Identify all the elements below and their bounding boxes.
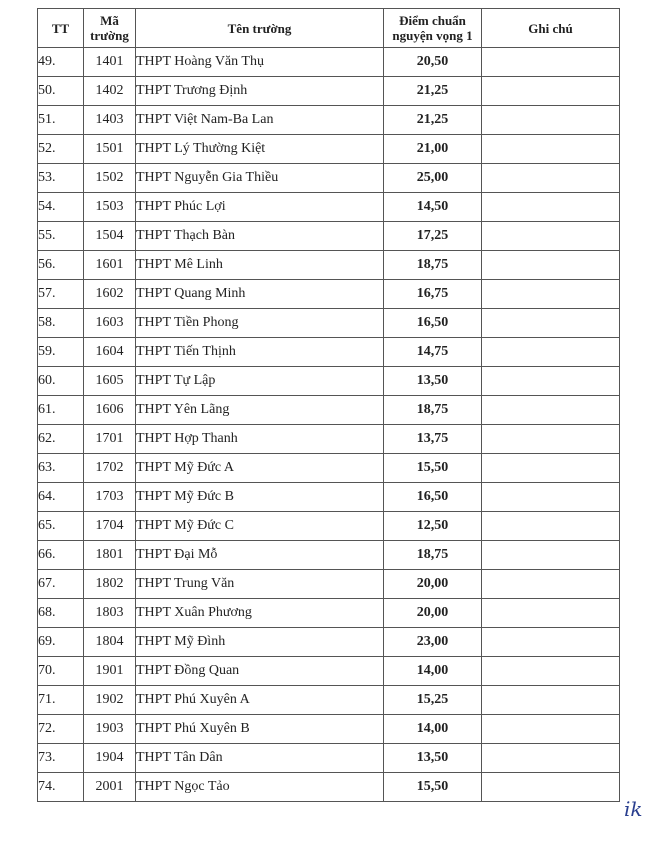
row-diem-chuan: 15,25	[384, 686, 482, 715]
row-ten-truong: THPT Quang Minh	[136, 280, 384, 309]
row-tt: 64.	[38, 483, 84, 512]
row-ten-truong: THPT Mỹ Đức C	[136, 512, 384, 541]
row-ten-truong: THPT Mỹ Đức B	[136, 483, 384, 512]
row-tt: 61.	[38, 396, 84, 425]
row-ghi-chu	[482, 309, 620, 338]
row-ghi-chu	[482, 715, 620, 744]
row-ma-truong: 1701	[84, 425, 136, 454]
row-diem-chuan: 14,50	[384, 193, 482, 222]
table-row	[38, 628, 620, 657]
row-ghi-chu	[482, 106, 620, 135]
table-row	[38, 483, 620, 512]
header-ghi-chu: Ghi chú	[482, 9, 620, 48]
row-ma-truong: 1605	[84, 367, 136, 396]
row-ten-truong: THPT Xuân Phương	[136, 599, 384, 628]
row-ma-truong: 1503	[84, 193, 136, 222]
row-tt: 72.	[38, 715, 84, 744]
row-ten-truong: THPT Mỹ Đình	[136, 628, 384, 657]
row-ma-truong: 1901	[84, 657, 136, 686]
row-ma-truong: 1606	[84, 396, 136, 425]
row-ma-truong: 1702	[84, 454, 136, 483]
row-ghi-chu	[482, 628, 620, 657]
row-diem-chuan: 20,00	[384, 570, 482, 599]
row-tt: 56.	[38, 251, 84, 280]
row-diem-chuan: 16,50	[384, 483, 482, 512]
header-ten-truong: Tên trường	[136, 9, 384, 48]
header-tt: TT	[38, 9, 84, 48]
row-tt: 51.	[38, 106, 84, 135]
row-ghi-chu	[482, 135, 620, 164]
row-tt: 68.	[38, 599, 84, 628]
table-row	[38, 367, 620, 396]
row-tt: 58.	[38, 309, 84, 338]
row-ten-truong: THPT Lý Thường Kiệt	[136, 135, 384, 164]
row-diem-chuan: 13,75	[384, 425, 482, 454]
table-row	[38, 657, 620, 686]
row-tt: 65.	[38, 512, 84, 541]
row-ghi-chu	[482, 599, 620, 628]
row-diem-chuan: 17,25	[384, 222, 482, 251]
row-tt: 66.	[38, 541, 84, 570]
row-tt: 69.	[38, 628, 84, 657]
table-row	[38, 280, 620, 309]
row-ghi-chu	[482, 77, 620, 106]
header-ma-truong	[84, 9, 136, 48]
row-tt: 54.	[38, 193, 84, 222]
row-ma-truong: 1602	[84, 280, 136, 309]
row-ten-truong: THPT Thạch Bàn	[136, 222, 384, 251]
row-ghi-chu	[482, 512, 620, 541]
row-ma-truong: 1403	[84, 106, 136, 135]
table-row	[38, 773, 620, 802]
table-row	[38, 338, 620, 367]
row-diem-chuan: 14,75	[384, 338, 482, 367]
row-ma-truong: 1703	[84, 483, 136, 512]
row-ma-truong: 1402	[84, 77, 136, 106]
row-ten-truong: THPT Đồng Quan	[136, 657, 384, 686]
row-tt: 52.	[38, 135, 84, 164]
score-table	[37, 8, 620, 802]
row-diem-chuan: 13,50	[384, 367, 482, 396]
row-tt: 73.	[38, 744, 84, 773]
row-tt: 55.	[38, 222, 84, 251]
row-ghi-chu	[482, 686, 620, 715]
row-ma-truong: 1904	[84, 744, 136, 773]
header-diem-line2: nguyện vọng 1	[392, 28, 473, 43]
row-ghi-chu	[482, 193, 620, 222]
row-ghi-chu	[482, 338, 620, 367]
row-ten-truong: THPT Tiến Thịnh	[136, 338, 384, 367]
row-ghi-chu	[482, 483, 620, 512]
row-diem-chuan: 16,75	[384, 280, 482, 309]
row-diem-chuan: 13,50	[384, 744, 482, 773]
row-diem-chuan: 18,75	[384, 396, 482, 425]
row-diem-chuan: 16,50	[384, 309, 482, 338]
row-tt: 57.	[38, 280, 84, 309]
row-ghi-chu	[482, 222, 620, 251]
row-ten-truong: THPT Yên Lãng	[136, 396, 384, 425]
table-row	[38, 512, 620, 541]
table-row	[38, 396, 620, 425]
row-ma-truong: 1604	[84, 338, 136, 367]
row-ghi-chu	[482, 251, 620, 280]
table-row	[38, 222, 620, 251]
row-ghi-chu	[482, 367, 620, 396]
row-ghi-chu	[482, 454, 620, 483]
row-ghi-chu	[482, 541, 620, 570]
row-diem-chuan: 15,50	[384, 454, 482, 483]
row-tt: 71.	[38, 686, 84, 715]
row-diem-chuan: 20,00	[384, 599, 482, 628]
row-ghi-chu	[482, 773, 620, 802]
row-ten-truong: THPT Hoàng Văn Thụ	[136, 48, 384, 77]
row-ten-truong: THPT Tân Dân	[136, 744, 384, 773]
row-ten-truong: THPT Tiền Phong	[136, 309, 384, 338]
table-row	[38, 715, 620, 744]
header-ma-line2: trường	[90, 28, 129, 43]
row-tt: 67.	[38, 570, 84, 599]
header-ma-line1: Mã	[100, 13, 119, 28]
row-ma-truong: 1601	[84, 251, 136, 280]
row-ten-truong: THPT Việt Nam-Ba Lan	[136, 106, 384, 135]
row-ma-truong: 1504	[84, 222, 136, 251]
table-row	[38, 135, 620, 164]
row-tt: 63.	[38, 454, 84, 483]
row-ma-truong: 1801	[84, 541, 136, 570]
row-ten-truong: THPT Đại Mỗ	[136, 541, 384, 570]
header-diem-chuan	[384, 9, 482, 48]
row-tt: 74.	[38, 773, 84, 802]
row-ten-truong: THPT Tự Lập	[136, 367, 384, 396]
row-ma-truong: 1502	[84, 164, 136, 193]
row-ten-truong: THPT Mỹ Đức A	[136, 454, 384, 483]
row-tt: 50.	[38, 77, 84, 106]
row-ghi-chu	[482, 280, 620, 309]
row-tt: 70.	[38, 657, 84, 686]
row-ma-truong: 1803	[84, 599, 136, 628]
table-row	[38, 425, 620, 454]
table-row	[38, 106, 620, 135]
row-tt: 59.	[38, 338, 84, 367]
row-ten-truong: THPT Phú Xuyên A	[136, 686, 384, 715]
row-diem-chuan: 15,50	[384, 773, 482, 802]
table-row	[38, 686, 620, 715]
row-tt: 62.	[38, 425, 84, 454]
row-tt: 49.	[38, 48, 84, 77]
row-ten-truong: THPT Nguyễn Gia Thiều	[136, 164, 384, 193]
row-ma-truong: 1704	[84, 512, 136, 541]
table-row	[38, 570, 620, 599]
row-ghi-chu	[482, 744, 620, 773]
header-diem-line1: Điểm chuẩn	[399, 13, 466, 28]
table-row	[38, 744, 620, 773]
row-ten-truong: THPT Ngọc Tảo	[136, 773, 384, 802]
row-ten-truong: THPT Trung Văn	[136, 570, 384, 599]
row-diem-chuan: 14,00	[384, 715, 482, 744]
row-ma-truong: 1902	[84, 686, 136, 715]
row-ma-truong: 1802	[84, 570, 136, 599]
table-row	[38, 164, 620, 193]
row-ghi-chu	[482, 570, 620, 599]
row-ma-truong: 1903	[84, 715, 136, 744]
row-diem-chuan: 18,75	[384, 251, 482, 280]
header-row	[38, 9, 620, 48]
table-row	[38, 454, 620, 483]
table-row	[38, 77, 620, 106]
row-ma-truong: 1401	[84, 48, 136, 77]
row-ghi-chu	[482, 396, 620, 425]
table-row	[38, 541, 620, 570]
row-diem-chuan: 12,50	[384, 512, 482, 541]
row-ten-truong: THPT Trương Định	[136, 77, 384, 106]
row-diem-chuan: 20,50	[384, 48, 482, 77]
row-ma-truong: 1804	[84, 628, 136, 657]
row-ma-truong: 1501	[84, 135, 136, 164]
row-tt: 53.	[38, 164, 84, 193]
handwritten-page-mark: ik	[624, 797, 643, 821]
table-row	[38, 251, 620, 280]
table-row	[38, 193, 620, 222]
row-diem-chuan: 25,00	[384, 164, 482, 193]
row-ten-truong: THPT Hợp Thanh	[136, 425, 384, 454]
row-ghi-chu	[482, 48, 620, 77]
row-ten-truong: THPT Phúc Lợi	[136, 193, 384, 222]
row-diem-chuan: 23,00	[384, 628, 482, 657]
table-row	[38, 48, 620, 77]
row-diem-chuan: 14,00	[384, 657, 482, 686]
row-ghi-chu	[482, 657, 620, 686]
row-diem-chuan: 21,25	[384, 106, 482, 135]
row-ma-truong: 2001	[84, 773, 136, 802]
row-ten-truong: THPT Mê Linh	[136, 251, 384, 280]
table-row	[38, 309, 620, 338]
row-diem-chuan: 18,75	[384, 541, 482, 570]
row-diem-chuan: 21,25	[384, 77, 482, 106]
row-ten-truong: THPT Phú Xuyên B	[136, 715, 384, 744]
row-diem-chuan: 21,00	[384, 135, 482, 164]
row-ghi-chu	[482, 164, 620, 193]
table-row	[38, 599, 620, 628]
row-tt: 60.	[38, 367, 84, 396]
row-ghi-chu	[482, 425, 620, 454]
row-ma-truong: 1603	[84, 309, 136, 338]
